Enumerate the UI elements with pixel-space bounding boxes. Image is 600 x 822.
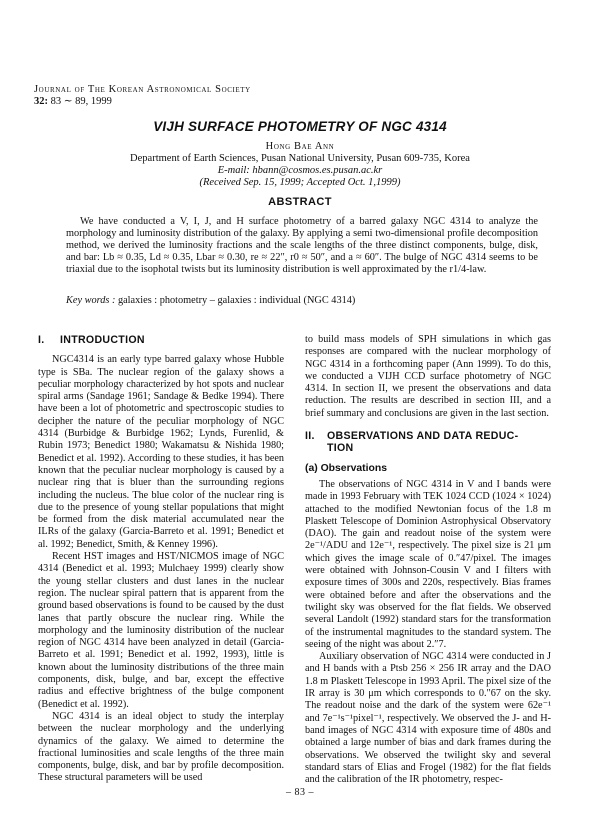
- journal-name: Journal of The Korean Astronomical Society: [34, 84, 251, 95]
- section-title-line-2: TION: [327, 442, 354, 455]
- author-email: E-mail: hbann@cosmos.es.pusan.ac.kr: [217, 165, 383, 176]
- obs-paragraph-1: The observations of NGC 4314 in V and I bands were made in 1993 February with TEK 1024 CCD (1024 × 1024) attached to the modified Newtonian focus of the 1.8 m Plaskett Telescope of Dominion Astrophysical Observatory (DAO). The gain and readout noise of the system were 2e⁻¹/ADU and 12e⁻¹, respectively. The pixel size is 21 μm which gives the image scale of 0.″47/pixel. The images were obtained with Johnson-Cousin V and I filters with exposure times of 300s and 220s, respectively. Bias frames were obtained before and after the observations and the twilight sky was observed for the flat fields. We observed several Landolt (1992) standard stars for the transformation of the instrumental magnitudes to the standard system. The seeing of the night was about 2.″7.: [305, 478, 551, 650]
- intro-paragraph-1: NGC4314 is an early type barred galaxy whose Hubble type is SBa. The nuclear region of the galaxy shows a peculiar morphology characterized by hot spots and nuclear spiral arms (Sandage 1961; Sandage & Bedke 1994). There have been a lot of photometric and spectroscopic studies to decipher the nature of the peculiar morphology of NGC 4314 (Burbidge & Burbidge 1962; Lynds, Furenlid, & Rubin 1973; Benedict 1980; Wakamatsu & Nishida 1980; Benedict et al. 1992). According to these studies, it has been known that the peculiar nuclear morphology is caused by a nuclear ring that is bluer than the surrounding regions including the nucleus. The blue color of the nuclear ring is due to the presence of young stellar populations that might be formed from the disk material accumulated near the ILRs of the galaxy (Garcia-Barreto et al. 1991; Benedict et al. 1992; Benedict, Smith, & Kenney 1996).: [38, 354, 284, 550]
- section-title-line-1: OBSERVATIONS AND DATA REDUC-: [327, 430, 519, 443]
- journal-header: [34, 84, 251, 108]
- intro-paragraph-2: Recent HST images and HST/NICMOS image of NGC 4314 (Benedict et al. 1993; Mulchaey 1999) clearly show the young stellar clusters and dust lanes in the nuclear region. The nuclear spiral pattern that is apparent from the ground based observations is found to be caused by the dust lanes that partly obscure the nuclear ring. While the morphology and the luminosity distribution of the nuclear region of NGC 4314 have been analyzed in detail (Garcia-Barreto et al. 1991; Benedict et al. 1992, 1993), little is known about the luminosity distributions of the three main components, disk, bulge, and bar, except the effective radius and effective brightness of the bulge component (Benedict et al. 1992).: [38, 551, 284, 710]
- section-heading-observations: [305, 430, 551, 455]
- keywords: [66, 295, 538, 306]
- section-heading-intro: [38, 334, 284, 346]
- author-affiliation: Department of Earth Sciences, Pusan National University, Pusan 609-735, Korea: [130, 153, 470, 164]
- abstract-heading: ABSTRACT: [268, 196, 332, 208]
- intro-paragraph-3: NGC 4314 is an ideal object to study the interplay between the nuclear morphology and the underlying dynamics of the galaxy. We aimed to determine the fractional luminosities and scale lengths of the three main components, bulge, disk, and bar by profile decomposition. These structural parameters will be used: [38, 710, 284, 784]
- paper-title: VIJH SURFACE PHOTOMETRY OF NGC 4314: [153, 119, 447, 134]
- subsection-heading: (a) Observations: [305, 462, 387, 474]
- author-name: Hong Bae Ann: [265, 141, 335, 152]
- section-number: I.: [38, 334, 45, 346]
- obs-paragraph-2: Auxiliary observation of NGC 4314 were conducted in J and H bands with a Ptsb 256 × 256 IR array and the DAO 1.8 m Plaskett Telescope in 1993 April. The pixel size of the IR array is 30 μm which corresponds to 0.″67 on the sky. The readout noise and the dark of the system were 62e⁻¹ and 7e⁻¹s⁻¹pixel⁻¹, respectively. We observed the J- and H- band images of NGC 4314 with exposure time of 480s and obtained a large number of bias and dark frames during the observations. We observed the twilight sky and several standard stars of Elias and Frogel (1982) for the flat fields and the calibration of the IR photometry, respec-: [305, 651, 551, 786]
- journal-volume: [34, 96, 251, 108]
- right-column: [305, 334, 551, 786]
- volume-pages: 83 ∼ 89, 1999: [50, 96, 112, 107]
- left-column: [38, 334, 284, 785]
- author-block: [0, 141, 600, 189]
- received-dates: (Received Sep. 15, 1999; Accepted Oct. 1,1999): [199, 177, 401, 188]
- keywords-label: Key words :: [66, 295, 116, 306]
- intro-paragraph-3-continued: to build mass models of SPH simulations in which gas responses are compared with the nuclear morphology of NGC 4314 in a forthcoming paper (Ann 1999). To do this, we conducted a VIJH CCD surface photometry of NGC 4314. In section II, we present the observations and data reduction. The results are described in section III, and a brief summary and conclusions are given in the last section.: [305, 334, 551, 419]
- abstract-text: We have conducted a V, I, J, and H surface photometry of a barred galaxy NGC 4314 to analyze the morphology and luminosity distribution of the galaxy. By applying a semi two-dimensional profile decomposition method, we derived the luminosity fractions and the scale lengths of the three distinct components, bulge, disk, and bar: Lb ≈ 0.35, Ld ≈ 0.35, Lbar ≈ 0.30, re ≈ 22″, r0 ≈ 50″, and a ≈ 60″. The bulge of NGC 4314 seems to be triaxial due to the isophotal twists but its luminosity distribution is well approximated by the r1/4-law.: [66, 216, 538, 275]
- keywords-text: galaxies : photometry – galaxies : individual (NGC 4314): [117, 295, 356, 306]
- page-number: – 83 –: [286, 787, 314, 798]
- section-title: INTRODUCTION: [60, 334, 145, 346]
- section-number: II.: [305, 430, 315, 443]
- volume-number: 32:: [34, 96, 48, 107]
- abstract-body: [66, 216, 538, 276]
